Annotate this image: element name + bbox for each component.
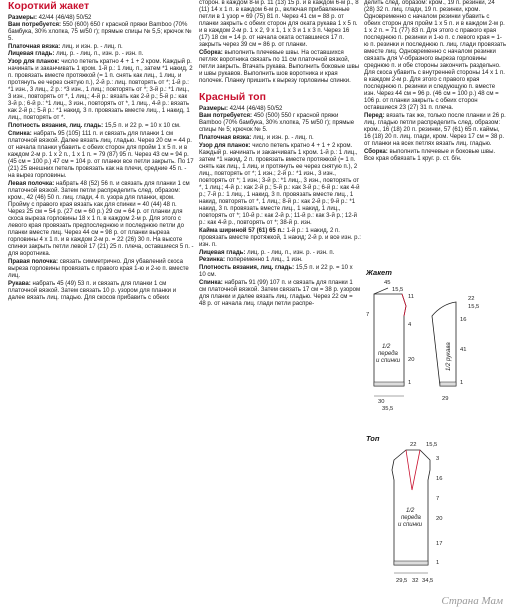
top-dim-side-a: 3 [436,456,440,462]
label: Резинка: [199,257,226,263]
value: 15,5 п. и 22 р. = 10 x 10 см. [199,265,353,278]
top-garter [199,135,361,142]
label: Рукава: [8,281,31,287]
top-label-front: переда [401,515,421,521]
label: Узор для планок: [8,59,60,65]
top-gauge [199,265,361,279]
jacket-dim-top-a: 45 [384,280,391,286]
value: выполнить плечевые швы. На оставшихся петлях воротника связать по 11 см платочной вязкой, петли закрыть. Втачать рукава. Выполнить боковые швы и швы рукавов. Выполнить шов воротника и края полочек. Планку пришить к вырезу горловины спинки. [199,50,360,84]
top-dim-side-f: 1 [436,560,440,566]
top-dim-side-c: 7 [436,496,440,502]
jacket-stockinette [8,51,194,58]
jacket-label-back: и спинки [376,358,401,364]
label: Размеры: [199,106,228,112]
value: набрать 48 (52) 56 п. и связать для планки 1 см платочной вязкой. Затем петли распределить след. образом: кром., 42 (46) 50 п. лиц. глади, 4 п. узора для планки, кром. Пройму с правого края вязать как для спинки = 40 (44) 48 п. Через 25 см = 54 р. (27 см = 60 р.) 29 см = 64 р. от планки для скоса выреза горловины 18 x 1 п. в каждом 2-м р. Для этого с левого края провязать предпоследнюю и последнюю петли до планки вместе лиц. Через 44 см = 98 р. от планки выреза горловины 4 х 1 п. и в каждом 2-м р. = 22 (26) 30 п. На высоте спинки закрыть петли левой 17 (21) 25 п. плеча, оставшиеся 5 п. - для воротника. [8,181,194,257]
jacket-materials [8,22,194,43]
jacket-pattern [8,59,194,122]
label: Правая полочка: [8,259,59,265]
top-band [394,561,428,565]
jacket-sleeve-dim-bottom: 29 [442,396,449,402]
jacket-label-front: переда [378,351,398,357]
top-border [199,228,361,249]
label: Кайма шириной 57 (61) 65 п.: [199,228,285,234]
jacket-body-outline [374,294,406,386]
top-diagram-title: Топ [366,434,380,443]
top-dim-bottom-c: 34,5 [422,578,434,584]
label: Лицевая гладь: [8,51,55,57]
column-middle [199,0,361,308]
jacket-right-front [8,259,194,280]
jacket-sizes [8,15,194,22]
top-stockinette [199,250,361,257]
jacket-dim-side-b: 4 [408,322,412,328]
top-v-neck [406,450,420,490]
value: число петель кратно 4 + 1 + 2 кром. Каждый р. начинать и заканчивать 1 кром. 1-й р.: 1 лиц. п., затем *1 накид, 2 п. провязать вместе протяжкой (= 1 п. снять как лиц., 1 лиц. и протянуть ее через снятую п.), 2-й р.: лиц. повторять от *; 1-й р.: *1 изн., 3 лиц., 2 р.: *3 изн., 1 лиц.; повторять от *; 3-й р.: *1 лиц., 3 изн., повторять от *, 1 лиц.; 4-й р.: вязать как 2-й р.; 5-й р.: как 3-й р.; 6-й р.: *1 лиц., 3 изн., повторять от *, 1 лиц., 4-й р.: вязать как 2-й р.; 5-й р.: *1 накид, 3 п. провязать вместе лиц., 1 накид, 1 лиц., повторять от *. [8,59,193,121]
value: 550 (600) 650 г красной пряжи Bamboo (70% бамбука, 30% хлопка, 75 м/50 г); прямые спицы № 5,5; крючок № 5. [8,22,192,42]
label: Вам потребуется: [199,113,253,119]
top-front [364,113,506,148]
jacket-garter [8,44,194,51]
top-pattern [199,143,361,227]
value: набрать 45 (49) 53 п. и связать для планки 1 см платочной вязкой. Затем связать 10 р. узором для планки и далее вязать лиц. гладью. Для скосов прибавить с обеих [8,281,177,301]
jacket-sleeve-dim-e: 1 [460,380,464,386]
top-assembly [364,149,506,163]
label: Платочная вязка: [8,44,61,50]
top-materials [199,113,361,134]
label: Вам потребуется: [8,22,62,28]
value: попеременно 1 лиц., 1 изн. [225,257,303,263]
jacket-assembly [199,50,361,85]
jacket-dim-side-c: 20 [408,357,415,363]
jacket-sleeve-dim-c: 16 [460,317,467,323]
label: Размеры: [8,15,37,21]
jacket-dim-top-b: 15,5 [392,287,404,293]
value: лиц. р. - лиц. п., изн. р. - изн. п. [245,250,335,256]
jacket-title: Короткий жакет [8,0,90,12]
jacket-sleeves-cont: сторон. в каждом 8-м р. 11 (13) 15 р. и в каждом 6-м р., 8 (11) 14 x 1 п. в каждом 6-м р., включая прибавленные петли в 1 узор = 69 (75) 81 п. Через 41 см = 88 р. от планки закрыть с обеих сторон для оката рукава 1 x 5 п. и в каждом 2-м р. 1 x 2, 9 x 1, 1 x 3 и 1 x 3 п. Через 16 (17) 18 см = 14 р. от начала оката оставшиеся 17 п. закрыть через 39 см = 86 р. от планки. [199,0,359,48]
value: лиц. и изн. р. - лиц. п. [251,135,314,141]
jacket-dim-side-d: 1 [408,380,412,386]
top-label-back: и спинки [398,522,423,528]
top-back [199,280,361,308]
label: Спинка: [199,280,223,286]
top-dim-side-d: 20 [436,516,443,522]
top-dim-side-b: 16 [436,476,443,482]
label: Спинка: [8,131,32,137]
jacket-back [8,131,194,180]
jacket-armhole-line [402,294,406,316]
jacket-band [374,382,404,386]
watermark-logo: Страна Мам [441,595,503,607]
column-right [364,0,506,163]
jacket-dim-bottom-b: 35,5 [382,406,394,412]
jacket-gauge [8,123,194,130]
top-label-half: 1/2 [406,508,415,514]
top-sizes [199,106,361,113]
label: Узор для планок: [199,143,251,149]
value: выполнить плечевые и боковые швы. Все края обвязать 1 круг. р. ст. б/н. [364,149,496,162]
jacket-schematic [364,276,509,416]
value: связать симметрично. Для убавлений скоса выреза горловины провязать с правого края 1-ю и 2-ю п. вместе лиц. [8,259,189,279]
value: 450 (500) 550 г красной пряжи Bamboo (70% бамбука, 30% хлопка, 75 м/50 г); прямые спицы № 5; крючок № 5. [199,113,355,133]
jacket-left-front [8,181,194,258]
column-jacket [8,0,194,302]
value: 42/44 (46/48) 50/52 [227,106,283,112]
top-schematic [364,440,509,590]
jacket-diagram-title: Жакет [366,268,392,277]
jacket-sleeve-dim-a: 22 [468,296,475,302]
value: лиц. и изн. р. - лиц. п. [60,44,123,50]
label: Перед: [364,113,385,119]
top-dim-top-a: 15,5 [426,442,438,448]
label: Плотность вязания, лиц. гладь: [199,265,295,271]
label: Левая полочка: [8,181,55,187]
jacket-dim-shoulder: 11 [408,294,415,300]
top-dim-bottom-b: 32 [412,578,419,584]
jacket-sleeve-band [440,382,456,386]
jacket-sleeves [8,281,194,302]
value: лиц. р. - лиц. п., изн. р. - изн. п. [54,51,144,57]
value: 15,5 п. и 22 р. = 10 x 10 см. [103,123,181,129]
jacket-sleeve-outline [432,302,456,386]
label: Сборка: [364,149,388,155]
value: вязать так же, только после планки и 26 р. лиц. гладью петли распределить след. образом: кром., 16 (18) 20 п. резинки, 57 (61) 65 п. каймы, 16 (18) 20 п. лиц. глади, кром. Через 17 см = 38 р. от планки на всех петлях вязать лиц. гладью. [364,113,506,147]
jacket-dim-side-a: 7 [366,312,370,318]
label: Сборка: [199,50,223,56]
value: набрать 91 (99) 107 п. и связать для планки 1 см платочной вязкой. Затем связать 17 см = 38 р. узором для планки и далее вязать лиц. гладью. Через 22 см = 48 р. от начала лиц. глади петли распре- [199,280,361,307]
value: 42/44 (46/48) 50/52 [36,15,92,21]
jacket-sleeve-dim-b: 15,5 [468,304,480,310]
top-dim-side-e: 17 [436,541,443,547]
top-rib [199,257,361,264]
top-title: Красный топ [199,91,266,103]
jacket-dim-bottom-a: 30 [378,399,385,405]
jacket-sleeve-label: 1/2 рукава [446,342,452,371]
value: набрать 95 (105) 111 п. и связать для планки 1 см платочной вязкой. Далее вязать лиц. гладью. Через 20 см = 44 р. от начала планки убавить с обеих сторон для пройм 1 x 5 п. и в каждом 2-м р. 1 x 2 п., 1 x 1 п. = 79 (87) 95 п. Через 43 см = 94 р. (45 см = 100 р.) 47 см = 104 р. от планки все петли закрыть. По 17 (21) 25 внешних петель провязать как на плечи, средние 45 п. - на вырез горловины. [8,131,194,179]
pattern-diagrams [364,262,509,597]
label: Платочная вязка: [199,135,252,141]
top-dim-bottom-a: 29,5 [396,578,408,584]
label: Лицевая гладь: [199,250,246,256]
top-back-cont: делить след. образом: кром., 19 п. резинки, 24 (28) 32 п. лиц. глади, 19 п. резинки, кром. Одновременно с началом резинки убавить с обеих сторон для пройм 1 x 5 п. и в каждом 2-м р. 1 x 2 п. = 71 (77) 83 п. Для этого с правого края последнюю п. резинки и 1-ю п. с левого края = 1-ю п. резинки и последнюю п. лиц. глади провязать вместе лиц. Одновременно с началом резинки связать для V-образного выреза горловины среднюю п. и обе стороны закончить раздельно. Для скоса убавить с внутренней стороны 14 x 1 п. в каждом 2-м р. Для этого с правого края последнюю п. резинки и следующую п. вместе изн. Через 44 см = 96 р. (46 см = 100 р.) 48 см = 106 р. от планки закрыть с обеих сторон оставшиеся 23 (27) 31 п. плеча. [364,0,506,111]
value: число петель кратно 4 + 1 + 2 кром. Каждый р. начинать и заканчивать 1 кром. 1-й р.: 1 лиц., затем *1 накид, 2 п. провязать вместе протяжкой (= 1 п. снять как лиц., 1 лиц. и протянуть ее через снятую п.), 2 лиц., повторять от *; 1 изн.; 2-й р.: *1 изн., 3 изн., повторять от *; 1 изн.; 3-й р.: *1 лиц., 3 изн., повторять от *, 1 лиц.; 4-й р.: как 2-й р.; 5-й р.: как 3-й р.; 6-й р.: как 4-й р.; 7-й р.: 1 лиц., 1 накид, 3 п. провязать вместе лиц., 1 накид, повторять от *, 1 лиц.; 8-й р.: как 2-й р.; 9-й р.: *1 накид, 3 п. провязать вместе лиц., 1 накид, 1 лиц., повторять от *; 10-й р.: как 2-й р.; 11-й р.: как 3-й р.; 12-й р.: как 4-й р., повторять от *; 38-й р. изн. [199,143,360,226]
top-dim-top-b: 22 [410,442,417,448]
label: Плотность вязания, лиц. гладь: [8,123,104,129]
jacket-neck-line [374,288,388,294]
jacket-label-half: 1/2 [382,344,391,350]
value: 1-й р.: 1 накид, 2 п. провязать вместе протяжкой, 1 накид; 2-й р. и все изн. р.: изн. п. [199,228,361,248]
jacket-sleeve-dim-d: 41 [460,347,467,353]
